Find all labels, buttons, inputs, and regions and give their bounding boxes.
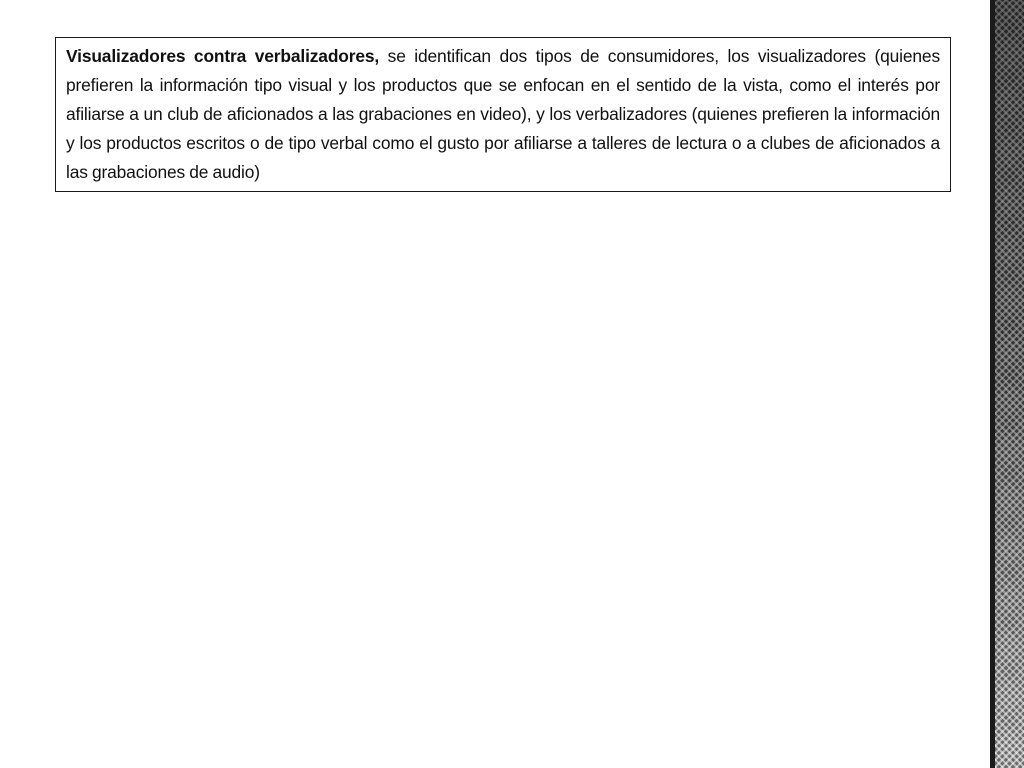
definition-text-box [55,37,951,192]
definition-body: se identifican dos tipos de consumidores, los visualizadores (quienes prefieren la información tipo visual y los productos que se enfocan en el sentido de la vista, como el interés por afiliarse a un club de aficionados a las grabaciones en video), y los verbalizadores (quienes prefieren la información y los productos escritos o de tipo verbal como el gusto por afiliarse a talleres de lectura o a clubes de aficionados a las grabaciones de audio) [66,46,940,182]
bold-term: Visualizadores contra verbalizadores, [66,46,380,66]
decorative-side-border [990,0,1024,768]
side-border-fade [995,0,1024,768]
